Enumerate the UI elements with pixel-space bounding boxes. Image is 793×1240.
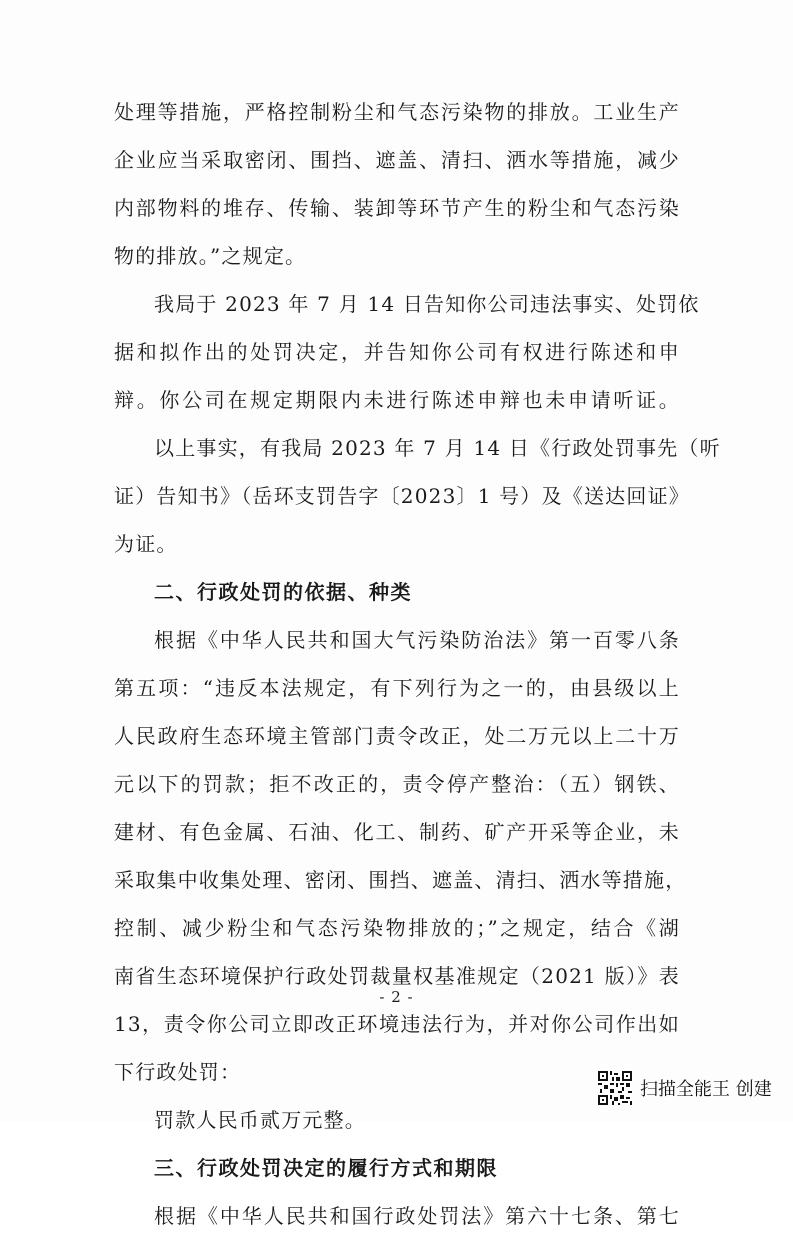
section-heading: 三、行政处罚决定的履行方式和期限 bbox=[154, 1156, 498, 1180]
text-line: 为证。 bbox=[114, 532, 178, 556]
scanner-watermark bbox=[598, 1069, 772, 1107]
text-line: 内部物料的堆存、传输、装卸等环节产生的粉尘和气态污染 bbox=[114, 196, 680, 220]
text-line: 企业应当采取密闭、围挡、遮盖、清扫、洒水等措施，减少 bbox=[114, 148, 680, 172]
text-line: 证）告知书》（岳环支罚告字〔2023〕1 号）及《送达回证》 bbox=[114, 484, 690, 508]
text-line: 我局于 2023 年 7 月 14 日告知你公司违法事实、处罚依 bbox=[154, 292, 700, 316]
page-number: - 2 - bbox=[379, 988, 414, 1006]
text-line: 罚款人民币贰万元整。 bbox=[154, 1108, 366, 1132]
text-line: 第五项：“违反本法规定，有下列行为之一的，由县级以上 bbox=[114, 676, 680, 700]
text-line: 下行政处罚： bbox=[114, 1060, 242, 1084]
watermark-text: 扫描全能王 创建 bbox=[640, 1079, 772, 1100]
text-line: 辩。你公司在规定期限内未进行陈述申辩也未申请听证。 bbox=[114, 388, 680, 412]
text-line: 控制、减少粉尘和气态污染物排放的；”之规定，结合《湖 bbox=[114, 916, 680, 940]
text-line: 根据《中华人民共和国大气污染防治法》第一百零八条 bbox=[154, 628, 680, 652]
text-line: 以上事实，有我局 2023 年 7 月 14 日《行政处罚事先（听 bbox=[154, 436, 721, 460]
text-line: 13，责令你公司立即改正环境违法行为，并对你公司作出如 bbox=[114, 1012, 680, 1036]
text-line: 建材、有色金属、石油、化工、制药、矿产开采等企业，未 bbox=[114, 820, 680, 844]
text-line: 元以下的罚款；拒不改正的，责令停产整治：（五）钢铁、 bbox=[114, 772, 680, 796]
section-heading: 二、行政处罚的依据、种类 bbox=[154, 580, 412, 604]
text-line: 采取集中收集处理、密闭、围挡、遮盖、清扫、洒水等措施， bbox=[114, 868, 687, 892]
text-line: 人民政府生态环境主管部门责令改正，处二万元以上二十万 bbox=[114, 724, 680, 748]
text-line: 物的排放。”之规定。 bbox=[114, 244, 307, 268]
text-line: 南省生态环境保护行政处罚裁量权基准规定（2021 版）》表 bbox=[114, 964, 680, 988]
text-line: 据和拟作出的处罚决定，并告知你公司有权进行陈述和申 bbox=[114, 340, 680, 364]
text-line: 处理等措施，严格控制粉尘和气态污染物的排放。工业生产 bbox=[114, 100, 680, 124]
text-line: 根据《中华人民共和国行政处罚法》第六十七条、第七 bbox=[154, 1204, 680, 1228]
qr-code-icon bbox=[598, 1071, 632, 1105]
